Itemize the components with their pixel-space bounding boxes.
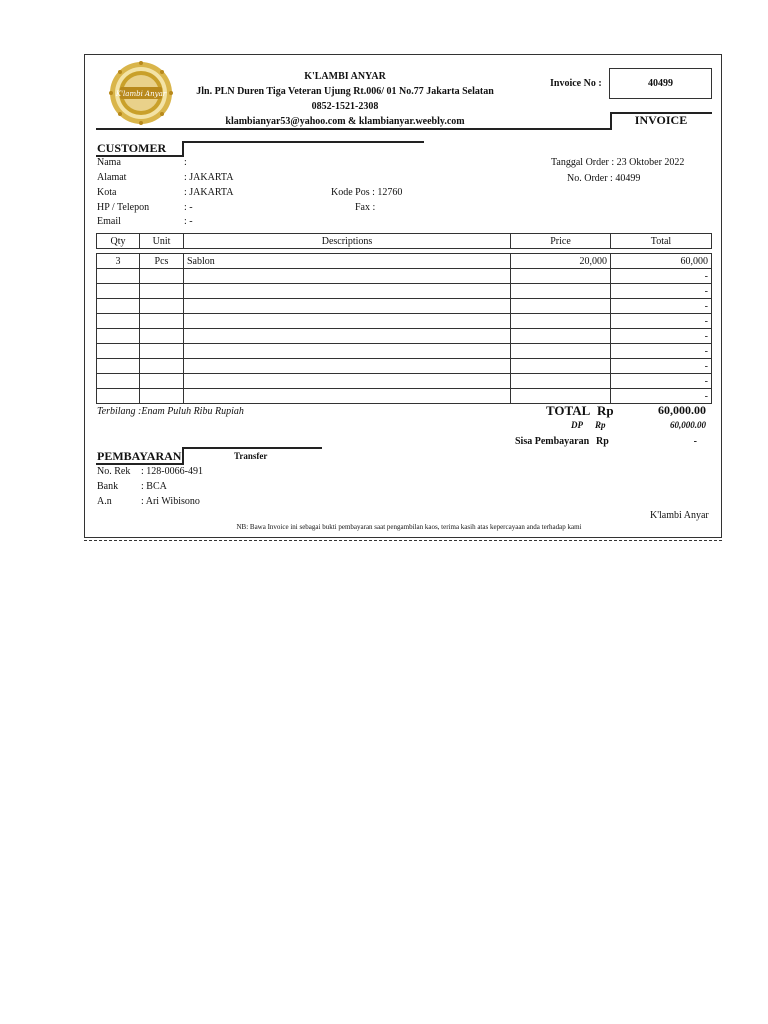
customer-name-value: : <box>184 157 187 168</box>
customer-address-label: Alamat <box>97 172 127 183</box>
invoice-title: INVOICE <box>634 113 688 127</box>
customer-phone-label: HP / Telepon <box>97 202 150 213</box>
cell-unit <box>140 329 184 344</box>
cell-price: 20,000 <box>511 254 611 269</box>
cell-total: - <box>611 299 712 314</box>
cell-total: - <box>611 314 712 329</box>
items-table-header <box>96 233 712 249</box>
customer-fax: Fax : <box>355 202 376 213</box>
cell-unit <box>140 389 184 404</box>
cell-price <box>511 269 611 284</box>
cell-total: - <box>611 374 712 389</box>
cell-total: 60,000 <box>611 254 712 269</box>
cell-description <box>184 374 511 389</box>
payment-title: PEMBAYARAN <box>97 449 182 463</box>
customer-address-value: : JAKARTA <box>184 172 234 183</box>
customer-city-value: : JAKARTA <box>184 187 234 198</box>
cell-price <box>511 329 611 344</box>
cell-description <box>184 284 511 299</box>
column-header-descriptions: Descriptions <box>184 234 511 249</box>
cell-total: - <box>611 389 712 404</box>
invoice-number-label: Invoice No : <box>550 78 602 89</box>
table-row <box>97 284 712 299</box>
customer-bar <box>182 141 424 155</box>
cell-qty <box>97 284 140 299</box>
cell-description <box>184 329 511 344</box>
cell-description <box>184 389 511 404</box>
cell-total: - <box>611 284 712 299</box>
cell-qty <box>97 329 140 344</box>
table-row <box>97 389 712 404</box>
customer-city-label: Kota <box>97 187 117 198</box>
table-row <box>97 329 712 344</box>
cell-unit <box>140 269 184 284</box>
table-row <box>97 314 712 329</box>
cell-total: - <box>611 344 712 359</box>
order-date: Tanggal Order : 23 Oktober 2022 <box>551 157 685 168</box>
cell-total: - <box>611 329 712 344</box>
payment-method: Transfer <box>234 451 268 461</box>
cell-unit: Pcs <box>140 254 184 269</box>
balance-value: - <box>693 436 697 447</box>
cell-qty <box>97 374 140 389</box>
total-label: TOTAL <box>546 403 591 418</box>
total-currency: Rp <box>597 403 614 418</box>
table-row <box>97 299 712 314</box>
cell-unit <box>140 344 184 359</box>
company-contact: klambianyar53@yahoo.com & klambianyar.weebly.com <box>225 116 465 127</box>
table-row <box>97 344 712 359</box>
dp-value: 60,000.00 <box>670 420 706 430</box>
cell-price <box>511 314 611 329</box>
cell-unit <box>140 374 184 389</box>
cell-unit <box>140 314 184 329</box>
balance-label: Sisa Pembayaran <box>515 436 590 447</box>
account-holder-value: : Ari Wibisono <box>141 496 200 507</box>
balance-currency: Rp <box>596 436 609 447</box>
customer-postal-code: Kode Pos : 12760 <box>331 187 403 198</box>
cell-total: - <box>611 269 712 284</box>
column-header-price: Price <box>511 234 611 249</box>
cell-price <box>511 284 611 299</box>
dp-label: DP <box>571 420 583 430</box>
cell-description: Sablon <box>184 254 511 269</box>
footer-note: NB: Bawa Invoice ini sebagai bukti pembayaran saat pengambilan kaos, terima kasih atas kepercayaan anda terhadap kami <box>236 523 582 531</box>
logo-text: K'lambi Anyar <box>115 90 167 98</box>
company-logo <box>108 60 174 126</box>
company-address: Jln. PLN Duren Tiga Veteran Ujung Rt.006/ 01 No.77 Jakarta Selatan <box>196 86 494 97</box>
items-table <box>96 253 712 404</box>
cell-qty <box>97 389 140 404</box>
cell-qty: 3 <box>97 254 140 269</box>
account-number-value: : 128-0066-491 <box>141 466 203 477</box>
account-holder-label: A.n <box>97 496 112 507</box>
account-number-label: No. Rek <box>97 466 131 477</box>
customer-phone-value: : - <box>184 202 193 213</box>
cell-price <box>511 389 611 404</box>
cell-description <box>184 299 511 314</box>
table-row <box>97 254 712 269</box>
bank-value: : BCA <box>141 481 167 492</box>
cell-unit <box>140 359 184 374</box>
company-header <box>190 69 500 129</box>
cell-qty <box>97 299 140 314</box>
cell-description <box>184 359 511 374</box>
cell-qty <box>97 359 140 374</box>
total-value: 60,000.00 <box>658 403 706 417</box>
cell-description <box>184 344 511 359</box>
cell-qty <box>97 314 140 329</box>
table-row <box>97 359 712 374</box>
cell-price <box>511 374 611 389</box>
cut-line <box>84 540 722 541</box>
order-number: No. Order : 40499 <box>567 173 641 184</box>
company-name: K'LAMBI ANYAR <box>304 71 386 82</box>
items-table-body <box>97 254 712 404</box>
table-row <box>97 269 712 284</box>
cell-total: - <box>611 359 712 374</box>
bank-label: Bank <box>97 481 119 492</box>
customer-title: CUSTOMER <box>97 141 167 155</box>
customer-email-value: : - <box>184 216 193 227</box>
customer-name-label: Nama <box>97 157 121 168</box>
cell-description <box>184 269 511 284</box>
invoice-number: 40499 <box>609 68 712 99</box>
cell-unit <box>140 284 184 299</box>
cell-qty <box>97 344 140 359</box>
cell-unit <box>140 299 184 314</box>
column-header-qty: Qty <box>97 234 140 249</box>
company-phone: 0852-1521-2308 <box>311 101 379 112</box>
cell-price <box>511 344 611 359</box>
cell-qty <box>97 269 140 284</box>
table-row <box>97 374 712 389</box>
amount-in-words: Terbilang :Enam Puluh Ribu Rupiah <box>97 406 244 417</box>
signature: K'lambi Anyar <box>650 510 709 521</box>
column-header-total: Total <box>611 234 712 249</box>
column-header-unit: Unit <box>140 234 184 249</box>
header-divider <box>96 128 610 130</box>
payment-underline <box>96 463 184 465</box>
customer-email-label: Email <box>97 216 121 227</box>
cell-price <box>511 359 611 374</box>
cell-description <box>184 314 511 329</box>
dp-currency: Rp <box>595 420 606 430</box>
cell-price <box>511 299 611 314</box>
